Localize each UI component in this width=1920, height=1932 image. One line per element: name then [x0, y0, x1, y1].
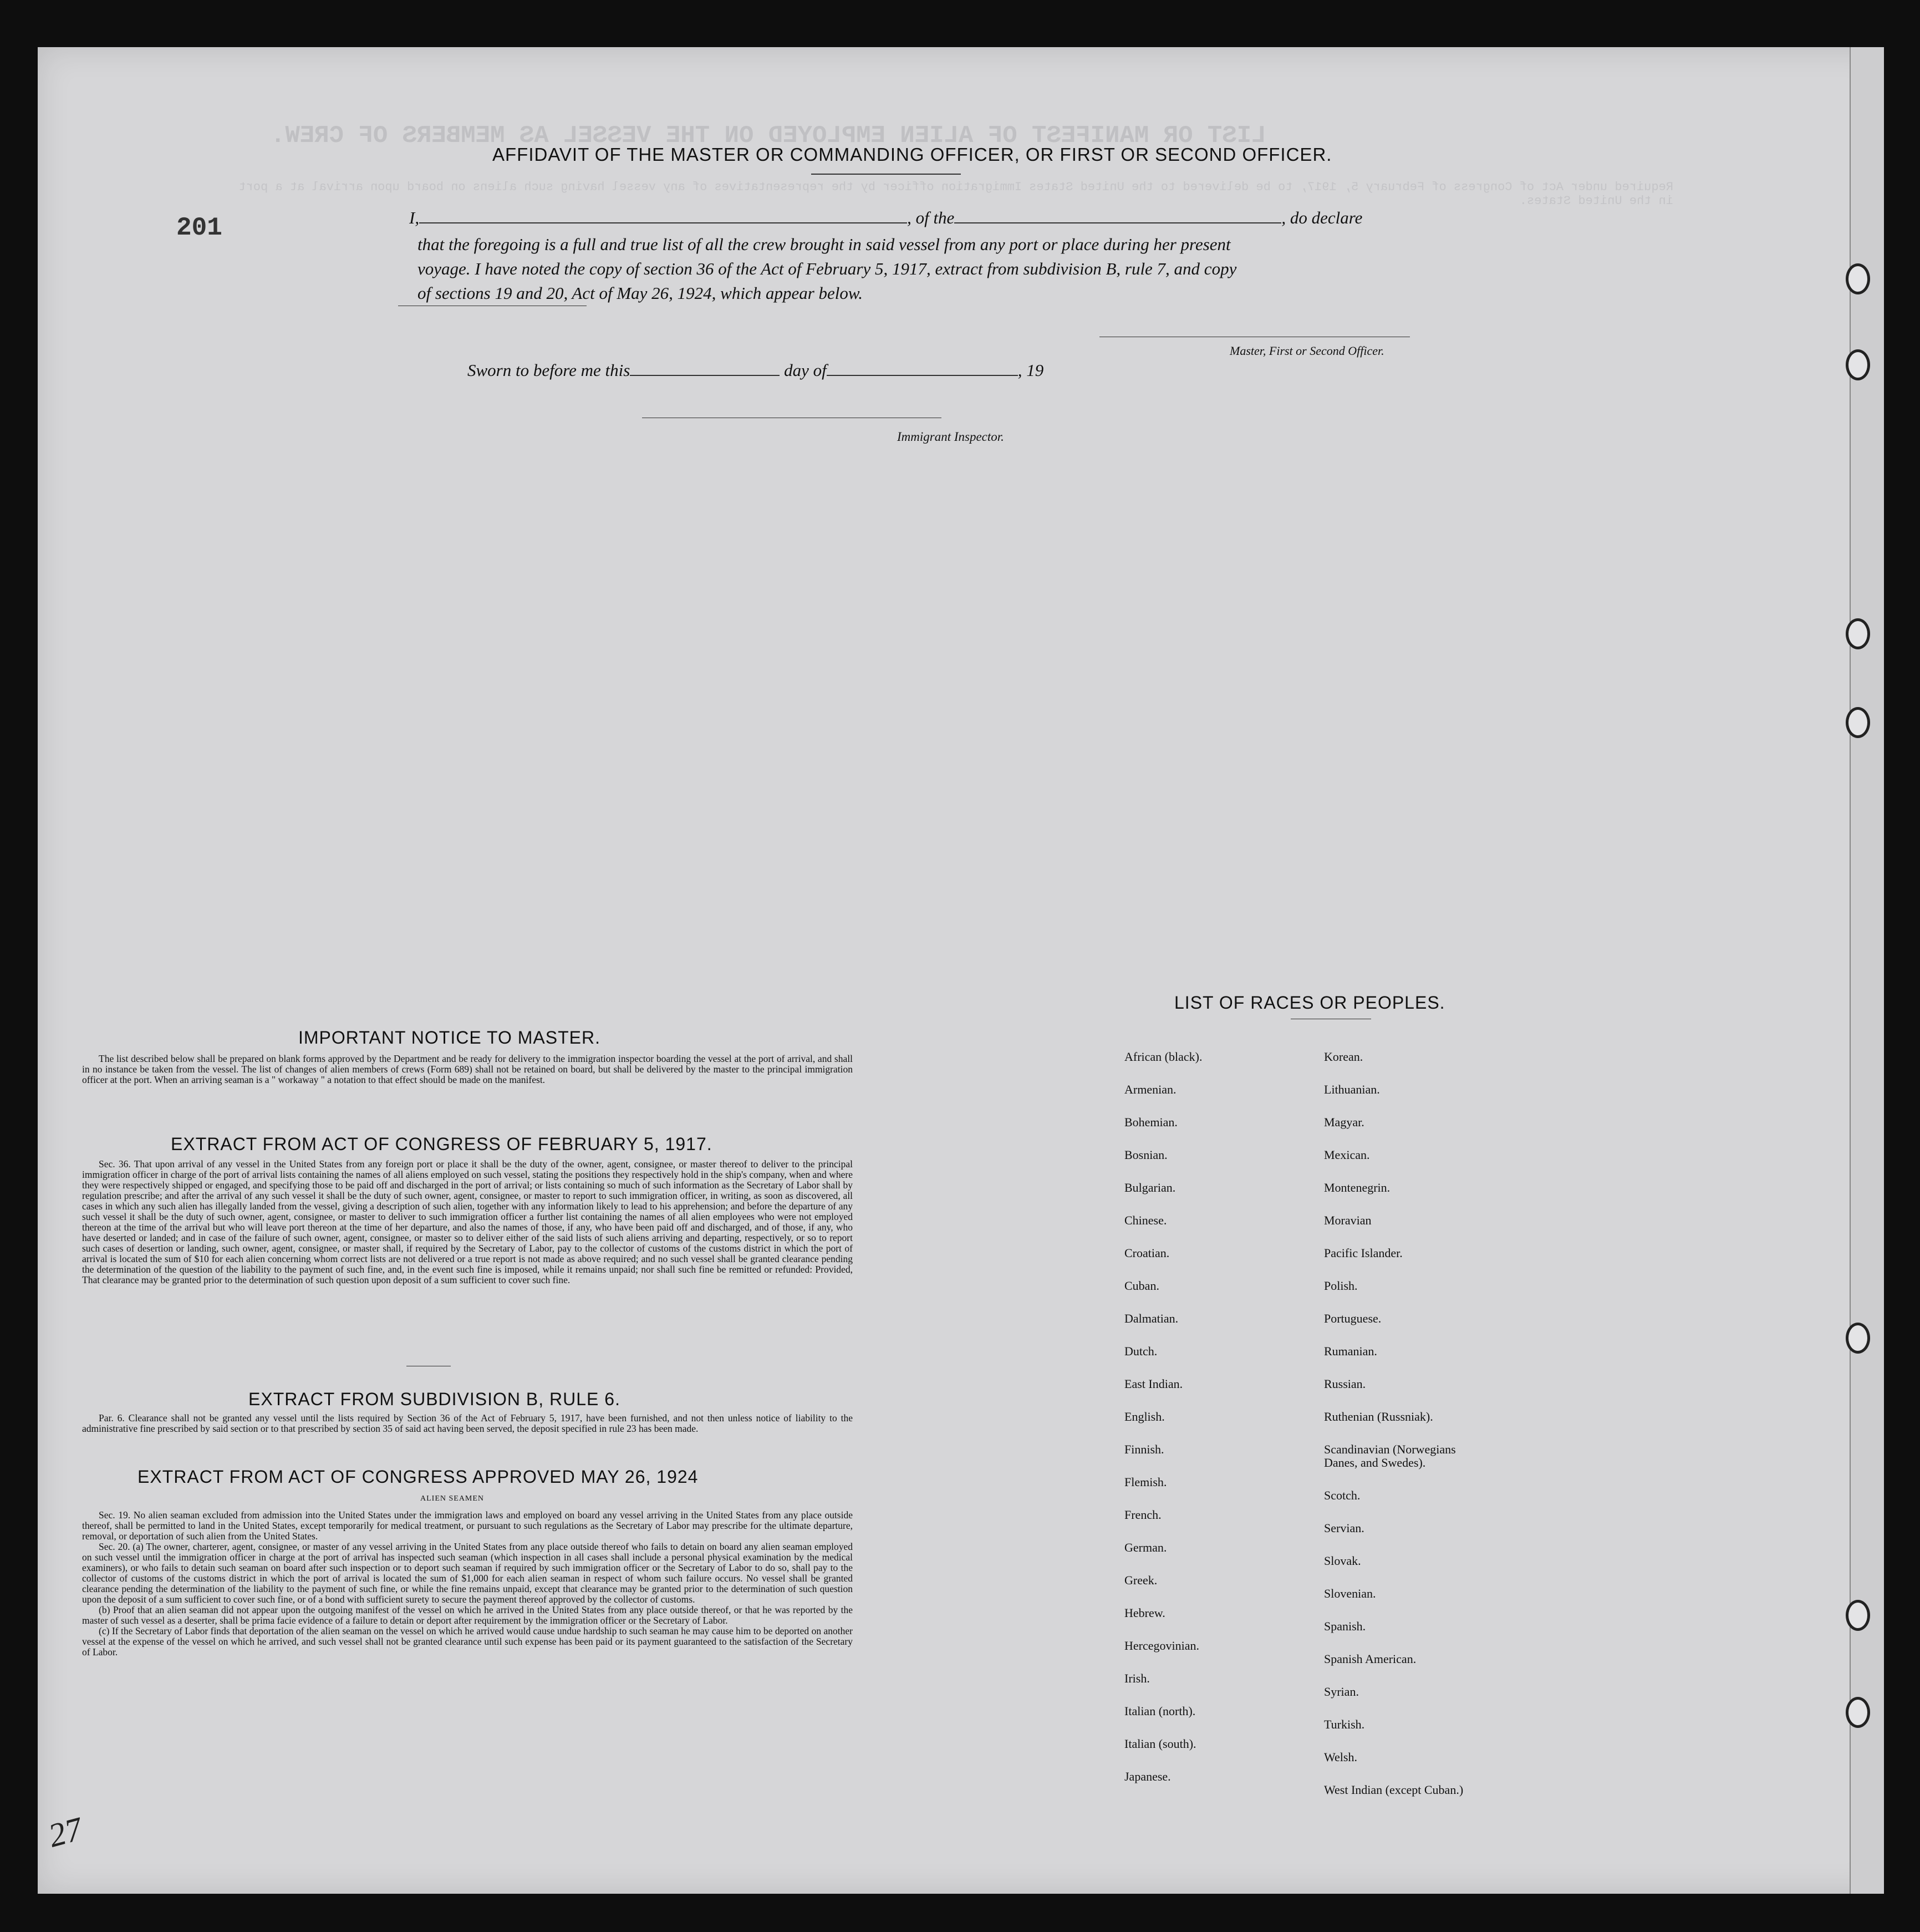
- race-item: Servian.: [1324, 1521, 1364, 1535]
- race-item: Danes, and Swedes).: [1324, 1456, 1426, 1470]
- binder-hole: [1846, 707, 1870, 738]
- binder-hole: [1846, 618, 1870, 649]
- race-item: Italian (south).: [1124, 1737, 1196, 1751]
- race-item: Cuban.: [1124, 1279, 1159, 1293]
- race-item: Magyar.: [1324, 1115, 1364, 1129]
- race-item: Greek.: [1124, 1573, 1158, 1587]
- race-item: Dutch.: [1124, 1344, 1158, 1358]
- binder-hole: [1846, 349, 1870, 380]
- bleed-through-title: LIST OR MANIFEST OF ALIEN EMPLOYED ON THE VESSEL AS MEMBERS OF CREW.: [271, 122, 1266, 150]
- race-item: Italian (north).: [1124, 1704, 1196, 1718]
- race-item: Syrian.: [1324, 1685, 1359, 1699]
- race-item: Montenegrin.: [1324, 1181, 1391, 1194]
- extract-1917-title: EXTRACT FROM ACT OF CONGRESS OF FEBRUARY 5, 1917.: [171, 1134, 712, 1154]
- extract-1924-subtitle: ALIEN SEAMEN: [420, 1494, 485, 1503]
- race-item: Slovenian.: [1324, 1587, 1376, 1600]
- race-item: Armenian.: [1124, 1082, 1177, 1096]
- race-item: West Indian (except Cuban.): [1324, 1783, 1464, 1797]
- sworn-line: Sworn to before me this day of , 19: [467, 360, 1044, 380]
- officer-caption: Master, First or Second Officer.: [1230, 344, 1384, 358]
- race-item: Pacific Islander.: [1324, 1246, 1403, 1260]
- race-item: English.: [1124, 1410, 1165, 1423]
- extract-1924-body: [82, 1510, 853, 1658]
- race-item: Portuguese.: [1324, 1311, 1382, 1325]
- race-item: Spanish American.: [1324, 1652, 1417, 1666]
- race-item: Spanish.: [1324, 1619, 1366, 1633]
- extract-rule6-heading: EXTRACT FROM SUBDIVISION B, RULE 6.: [248, 1389, 620, 1409]
- sec-20b-text: (b) Proof that an alien seaman did not appear upon the outgoing manifest of the vessel on which he arrived in the United States from any place outside thereof, or that he was reported by the master of such vessel as a deserter, shall be prima facie evidence of a failure to detain or deport after requirement by the immigration officer or the Secretary of Labor.: [82, 1604, 853, 1626]
- race-item: Bosnian.: [1124, 1148, 1168, 1162]
- race-item: Russian.: [1324, 1377, 1366, 1391]
- race-item: Korean.: [1324, 1050, 1363, 1064]
- race-item: Dalmatian.: [1124, 1311, 1179, 1325]
- race-item: German.: [1124, 1540, 1167, 1554]
- race-item: Moravian: [1324, 1213, 1372, 1227]
- affidavit-title: AFFIDAVIT OF THE MASTER OR COMMANDING OFFICER, OR FIRST OR SECOND OFFICER.: [492, 144, 1332, 165]
- race-item: Polish.: [1324, 1279, 1358, 1293]
- race-item: Irish.: [1124, 1671, 1150, 1685]
- inspector-caption: Immigrant Inspector.: [897, 430, 1004, 444]
- extract-1917-body: Sec. 36. That upon arrival of any vessel in the United States from any foreign port or place it shall be the duty of the owner, agent, consignee, or master thereof to deliver to the principal immigration officer in charge of the port of arrival lists containing the names of all aliens employed on such vessel, stating the positions they respectively hold in the ship's company, when and where they were respectively shipped or engaged, and specifying those to be paid off and discharged in the port of arrival; or lists containing so much of such information as the Secretary of Labor shall by regulation prescribe; and after the arrival of any such vessel it shall be the duty of such owner, agent, consignee, or master to report to such immigration officer, in writing, as soon as discovered, all cases in which any such alien has illegally landed from the vessel, giving a description of such alien, together with any information likely to lead to his apprehension; and before the departure of any such vessel it shall be the duty of such owner, agent, consignee, or master to deliver to such immigration officer a further list containing the names of all alien employees who were not employed thereon at the time of the arrival but who will leave port thereon at the time of her departure, and also the names of those, if any, who have been paid off and discharged, and of those, if any, who have deserted or landed; and in case of the failure of such owner, agent, consignee, or master so to deliver either of the said lists of such aliens arriving and departing, respectively, or so to report such cases of desertion or landing, such owner, agent, consignee, or master shall, if required by the Secretary of Labor, pay to the collector of customs of the customs district in which the port of arrival is located the sum of $10 for each alien concerning whom correct lists are not delivered or a true report is not made as above required; and no such vessel shall be granted clearance pending the determination of the question of the liability to the payment of such fine, and, in the event such fine is imposed, while it remains unpaid; nor shall such fine be remitted or refunded: Provided, That clearance may be granted prior to the determination of such question upon deposit of a sum sufficient to cover such fine.: [82, 1158, 853, 1285]
- extract-rule6-body: Par. 6. Clearance shall not be granted any vessel until the lists required by Section 36 of the Act of February 5, 1917, have been furnished, and not then unless notice of liability to the administrative fine prescribed by said section or to that prescribed by section 35 of said act having been served, the deposit specified in rule 23 has been made.: [82, 1412, 853, 1434]
- binder-hole: [1846, 1323, 1870, 1354]
- bleed-through-note: Required under Act of Congress of February 5, 1917, to be delivered to the United States Immigration officer by the representatives of any vessel having such aliens on board upon arrival at a port in the United States.: [238, 180, 1673, 208]
- race-item: Croatian.: [1124, 1246, 1170, 1260]
- binder-hole: [1846, 263, 1870, 294]
- race-item: Welsh.: [1324, 1750, 1357, 1764]
- extract-1924-title: EXTRACT FROM ACT OF CONGRESS APPROVED MAY 26, 1924: [137, 1467, 699, 1487]
- margin-mark: 27: [44, 1810, 86, 1854]
- race-item: French.: [1124, 1508, 1162, 1522]
- page-number: 201: [176, 213, 222, 242]
- race-item: Scotch.: [1324, 1488, 1361, 1502]
- race-item: Ruthenian (Russniak).: [1324, 1410, 1433, 1423]
- races-title: LIST OF RACES OR PEOPLES.: [1174, 993, 1445, 1013]
- race-item: Bulgarian.: [1124, 1181, 1176, 1194]
- sec-20c-text: (c) If the Secretary of Labor finds that deportation of the alien seaman on the vessel on which he arrived would cause undue hardship to such seaman he may cause him to be deported on another vessel at the expense of the vessel on which he arrived, and such vessel shall not be granted clearance until such expense has been paid or its payment guaranteed to the satisfaction of the Secretary of Labor.: [82, 1625, 853, 1658]
- race-item: Finnish.: [1124, 1442, 1164, 1456]
- race-item: Flemish.: [1124, 1475, 1167, 1489]
- binder-hole: [1846, 1600, 1870, 1631]
- race-item: Mexican.: [1324, 1148, 1370, 1162]
- race-item: Turkish.: [1324, 1717, 1365, 1731]
- race-item: Slovak.: [1324, 1554, 1361, 1568]
- sec-20a-text: Sec. 20. (a) The owner, charterer, agent, consignee, or master of any vessel arriving in the United States from any place outside thereof who fails to detain on board any alien seaman employed on such vessel until the immigration officer in charge at the port of arrival has inspected such seaman (which inspection in all cases shall include a personal physical examination by the medical examiners), or who fails to detain such seaman on board after such inspection or to deport such seaman if required by such immigration officer or the Secretary of Labor to do so, shall pay to the collector of customs of the customs district in which the port of arrival is located the sum of $1,000 for each alien seaman in respect of whom such failure occurs. No vessel shall be granted clearance pending the determination of the liability to the payment of such fine, or while the fine remains unpaid, except that clearance may be granted prior to the determination of such question upon the deposit of a sum sufficient to cover such fine, or of a bond with sufficient surety to secure the payment thereof approved by the collector of customs.: [82, 1541, 853, 1605]
- notice-body: The list described below shall be prepared on blank forms approved by the Department and be ready for delivery to the immigration inspector boarding the vessel at the port of arrival, and shall in no instance be taken from the vessel. The list of changes of alien members of crews (Form 689) shall not be retained on board, but shall be delivered by the master to the principal immigration officer at the port. When an arriving seaman is a " workaway " a notation to that effect should be made on the manifest.: [82, 1053, 853, 1085]
- affidavit-title-rule: [811, 174, 961, 175]
- race-item: Lithuanian.: [1324, 1082, 1380, 1096]
- race-item: Bohemian.: [1124, 1115, 1178, 1129]
- affidavit-line-3: voyage. I have noted the copy of section 36 of the Act of February 5, 1917, extract from subdivision B, rule 7, and copy: [417, 259, 1237, 278]
- race-item: Chinese.: [1124, 1213, 1167, 1227]
- affidavit-line-1: I, , of the , do declare: [409, 208, 1363, 227]
- race-item: Hebrew.: [1124, 1606, 1165, 1620]
- affidavit-line-4: of sections 19 and 20, Act of May 26, 1924, which appear below.: [417, 283, 863, 303]
- notice-title: IMPORTANT NOTICE TO MASTER.: [298, 1028, 600, 1048]
- affidavit-line-2: that the foregoing is a full and true list of all the crew brought in said vessel from any port or place during her present: [417, 235, 1231, 254]
- race-item: Hercegovinian.: [1124, 1639, 1199, 1653]
- race-item: Scandinavian (Norwegians: [1324, 1442, 1456, 1456]
- race-item: African (black).: [1124, 1050, 1203, 1064]
- sec-19-text: Sec. 19. No alien seaman excluded from admission into the United States under the immigration laws and employed on board any vessel arriving in the United States from any place outside thereof, shall be permitted to land in the United States, except temporarily for medical treatment, or pursuant to such regulations as the Secretary of Labor may prescribe for the ultimate departure, removal, or deportation of such alien from the United States.: [82, 1509, 853, 1542]
- binder-hole: [1846, 1697, 1870, 1728]
- race-item: Japanese.: [1124, 1770, 1171, 1783]
- race-item: East Indian.: [1124, 1377, 1183, 1391]
- document-sheet: [38, 47, 1884, 1894]
- race-item: Rumanian.: [1324, 1344, 1377, 1358]
